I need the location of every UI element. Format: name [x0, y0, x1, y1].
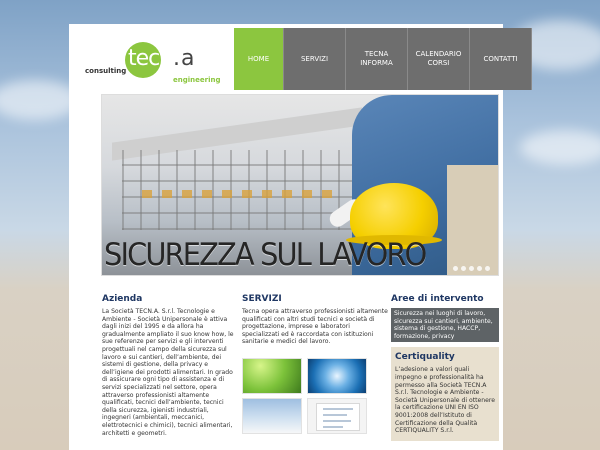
- hero-scaffold-boards: [142, 190, 342, 198]
- nav-item-tecna-informa[interactable]: TECNA INFORMA: [346, 28, 408, 90]
- servizi-heading[interactable]: SERVIZI: [242, 294, 282, 304]
- hero-banner[interactable]: [101, 94, 499, 276]
- logo-consulting-text: consulting: [85, 67, 127, 75]
- slider-dot[interactable]: [477, 266, 482, 271]
- slider-dots: [453, 266, 490, 271]
- grass-thumbnail[interactable]: [242, 358, 302, 394]
- servizi-column: [242, 294, 388, 346]
- nav-item-contatti[interactable]: CONTATTI: [470, 28, 532, 90]
- certiquality-box: [391, 347, 499, 440]
- servizi-thumbnails: [242, 358, 388, 434]
- background-cloud: [0, 80, 80, 120]
- logo-brand-suffix: a: [181, 46, 195, 71]
- certiquality-heading: Certiquality: [395, 352, 455, 363]
- page-container: [69, 24, 518, 450]
- azienda-text: La Società TECN.A. S.r.l. Tecnologie e Ambiente - Società Unipersonale è attiva dagli inizi del 1995 e da allora ha gradualmente ampliato il suo know how, le sue referenze per servizi e gli interventi progettuali nel campo della sicurezza sul lavoro e sui cantieri, dell’ambiente, dei sistemi di gestione, della privacy e dell’igiene dei prodotti alimentari. In grado di assicurare ogni tipo di assistenza e di servizi specializzati nel settore, opera attraverso professionisti altamente qualificati, tecnici dell’ambiente, tecnici della sicurezza, igienisti industriali, ingegneri (ambientali, meccanici, elettrotecnici e chimici), tecnici alimentari, architetti e geometri.: [102, 308, 234, 437]
- azienda-heading: Azienda: [102, 294, 143, 304]
- servizi-text: Tecna opera attraverso professionisti altamente qualificati con altri studi tecnici e società di progettazione, imprese e laboratori specializzati ed è raccordata con istituzioni sanitarie e medici del lavoro.: [242, 308, 388, 346]
- logo[interactable]: [85, 34, 235, 94]
- water-drop-thumbnail[interactable]: [307, 358, 367, 394]
- logo-engineering-text: engineering: [173, 76, 221, 84]
- certiquality-text: L’adesione a valori quali impegno e professionalità ha permesso alla Società TECN.A S.r.l. Tecnologie e Ambiente - Società Unipersonale di ottenere la certificazione UNI EN ISO 9001:2008 dell’Istituto di Certificazione della Qualità CERTIQUALITY S.r.l.: [395, 366, 495, 435]
- aree-column: [391, 294, 499, 441]
- aree-heading: Aree di intervento: [391, 294, 484, 304]
- hero-title: SICUREZZA SUL LAVORO: [104, 237, 426, 273]
- logo-brand-main: tecn: [128, 46, 173, 71]
- azienda-column: [102, 294, 237, 437]
- slider-dot[interactable]: [461, 266, 466, 271]
- slider-dot[interactable]: [469, 266, 474, 271]
- main-nav: [234, 28, 532, 90]
- certificate-image: [316, 403, 360, 431]
- sky-thumbnail[interactable]: [242, 398, 302, 434]
- logo-brand-dot: .: [173, 46, 180, 71]
- certificate-thumbnail[interactable]: [307, 398, 367, 434]
- nav-item-servizi[interactable]: SERVIZI: [284, 28, 346, 90]
- content-section: [99, 286, 503, 450]
- nav-item-home[interactable]: HOME: [234, 28, 284, 90]
- nav-item-calendario-corsi[interactable]: CALENDARIO CORSI: [408, 28, 470, 90]
- slider-dot[interactable]: [485, 266, 490, 271]
- aree-highlight: Sicurezza nei luoghi di lavoro, sicurezza sui cantieri, ambiente, sistema di gestione, HACCP, formazione, privacy: [391, 308, 499, 342]
- background-cloud: [520, 130, 600, 165]
- slider-dot[interactable]: [453, 266, 458, 271]
